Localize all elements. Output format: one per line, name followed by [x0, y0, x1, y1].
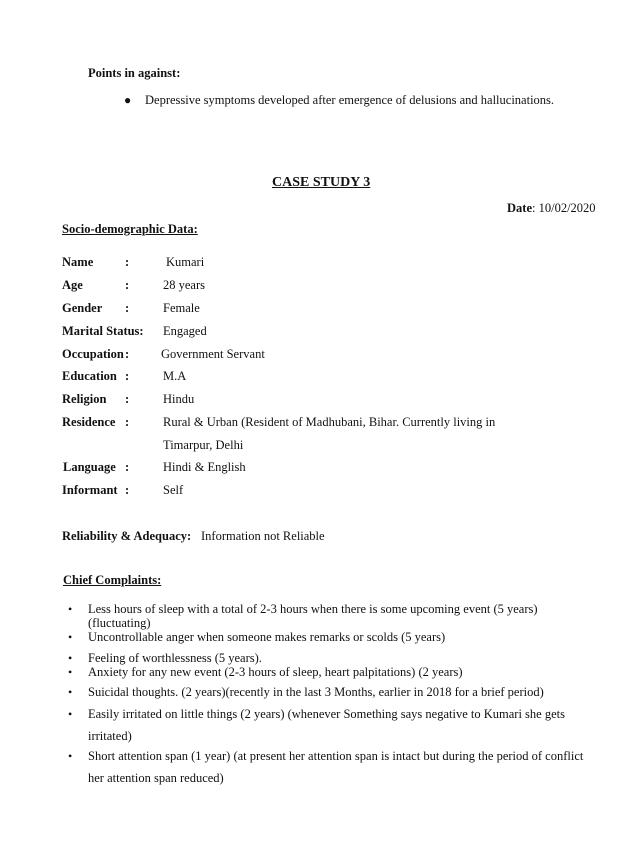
field-value-name: Kumari — [166, 255, 205, 269]
list-item: Uncontrollable anger when someone makes remarks or scolds (5 years) — [88, 630, 446, 644]
field-colon: : — [125, 460, 130, 474]
list-item: Less hours of sleep with a total of 2-3 hours when there is some upcoming event (5 years) — [88, 602, 538, 616]
field-value-occupation: Government Servant — [161, 347, 265, 361]
bullet-icon: • — [68, 685, 73, 699]
date-label: Date — [507, 201, 532, 215]
list-item-cont: (fluctuating) — [88, 616, 151, 630]
list-item: Anxiety for any new event (2-3 hours of sleep, heart palpitations) (2 years) — [88, 665, 463, 679]
field-value-age: 28 years — [163, 278, 205, 292]
bullet-icon: • — [68, 707, 73, 721]
field-colon: : — [125, 278, 130, 292]
bullet-icon: • — [68, 665, 73, 679]
field-value-gender: Female — [163, 301, 200, 315]
field-value-education: M.A — [163, 369, 187, 383]
field-colon: : — [125, 255, 130, 269]
field-label-age: Age — [62, 278, 83, 292]
bullet-icon: • — [68, 651, 73, 665]
field-colon: : — [125, 483, 130, 497]
reliability-label: Reliability & Adequacy: — [62, 529, 192, 543]
field-label-name: Name — [62, 255, 94, 269]
field-value-religion: Hindu — [163, 392, 195, 406]
field-label-marital: Marital Status: — [62, 324, 144, 338]
field-label-education: Education — [62, 369, 117, 383]
field-colon: : — [125, 415, 130, 429]
list-item: Easily irritated on little things (2 years) (whenever Something says negative to Kumari she gets — [88, 707, 565, 721]
date-value: : 10/02/2020 — [532, 201, 596, 215]
field-colon: : — [125, 369, 130, 383]
field-value-language: Hindi & English — [163, 460, 246, 474]
field-colon: : — [125, 392, 130, 406]
bullet-icon: • — [68, 749, 73, 763]
reliability-value: Information not Reliable — [201, 529, 325, 543]
field-value-informant: Self — [163, 483, 184, 497]
list-item-cont: irritated) — [88, 729, 132, 743]
list-item-cont: her attention span reduced) — [88, 771, 224, 785]
field-label-religion: Religion — [62, 392, 107, 406]
field-label-informant: Informant — [62, 483, 118, 497]
case-title: CASE STUDY 3 — [272, 175, 371, 190]
field-label-residence: Residence — [62, 415, 116, 429]
field-label-gender: Gender — [62, 301, 103, 315]
list-item: Short attention span (1 year) (at present her attention span is intact but during the period of conflict — [88, 749, 584, 763]
against-bullet-text: Depressive symptoms developed after emergence of delusions and hallucinations. — [145, 93, 555, 107]
list-item: Suicidal thoughts. (2 years)(recently in the last 3 Months, earlier in 2018 for a brief period) — [88, 685, 544, 699]
bullet-icon: • — [68, 602, 73, 616]
field-value-residence: Rural & Urban (Resident of Madhubani, Bihar. Currently living in — [163, 415, 496, 429]
field-colon: : — [125, 347, 130, 361]
bullet-icon: • — [68, 630, 73, 644]
bullet-icon: ● — [124, 93, 132, 107]
complaints-heading: Chief Complaints: — [63, 573, 162, 587]
field-value-marital: Engaged — [163, 324, 207, 338]
field-label-language: Language — [63, 460, 116, 474]
socio-heading: Socio-demographic Data: — [62, 222, 198, 236]
field-colon: : — [125, 301, 130, 315]
list-item: Feeling of worthlessness (5 years). — [88, 651, 262, 665]
field-value-residence-cont: Timarpur, Delhi — [163, 438, 244, 452]
against-heading: Points in against: — [88, 66, 181, 80]
date-line — [507, 201, 596, 216]
field-label-occupation: Occupation — [62, 347, 124, 361]
